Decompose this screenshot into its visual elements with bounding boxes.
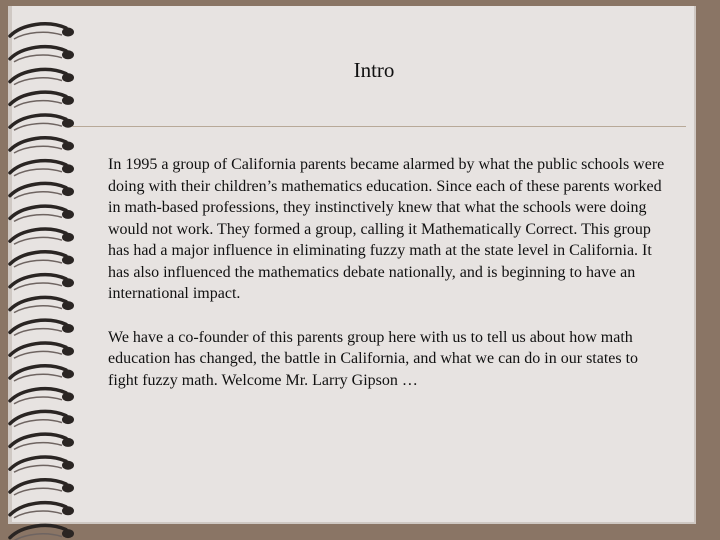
title-divider [72,126,686,127]
binding-hole [62,370,74,379]
binding-hole [62,28,74,37]
spiral-ring-highlight [14,488,62,495]
binding-hole [62,164,74,173]
binding-hole [62,438,74,447]
spiral-ring-highlight [14,192,62,199]
spiral-ring-highlight [14,374,62,381]
binding-hole [62,415,74,424]
spiral-ring-highlight [14,534,62,540]
binding-hole [62,529,74,538]
body-paragraph: We have a co-founder of this parents group here with us to tell us about how math education has changed, the battle in California, and what we can do in our states to fight fuzzy math. Welcome Mr. Larry Gipson … [108,328,639,389]
spiral-ring-highlight [14,260,62,267]
body-paragraph: In 1995 a group of California parents became alarmed by what the public schools were doing with their children’s mathematics education. Since each of these parents worked in math-based professions, they instinctively knew that what the schools were doing would not work. They formed a group, calling it Mathematically Correct. This group has had a major influence in eliminating fuzzy math at the state level in California. It has also influenced the mathematics debate nationally, and is beginning to have an international impact. [108,156,665,302]
binding-hole [62,142,74,151]
binding-hole [62,301,74,310]
binding-hole [62,210,74,219]
spiral-ring-highlight [14,443,62,450]
spiral-ring-highlight [14,169,62,176]
spiral-ring-highlight [14,306,62,313]
binding-hole [62,506,74,515]
spiral-ring-highlight [14,32,62,39]
spiral-ring-highlight [14,351,62,358]
binding-hole [62,278,74,287]
spiral-ring-highlight [14,146,62,153]
slide-body [108,154,668,413]
spiral-ring-highlight [14,283,62,290]
spiral-ring-highlight [14,420,62,427]
binding-hole [62,347,74,356]
binding-hole [62,256,74,265]
spiral-ring-highlight [14,511,62,518]
spiral-ring-highlight [14,397,62,404]
binding-hole [62,233,74,242]
binding-hole [62,461,74,470]
spiral-ring-highlight [14,329,62,336]
binding-hole [62,187,74,196]
slide-title: Intro [353,58,395,82]
spiral-ring-highlight [14,215,62,222]
binding-hole [62,324,74,333]
spiral-ring-highlight [14,237,62,244]
spiral-ring-highlight [14,123,62,130]
spiral-ring-highlight [14,101,62,108]
spiral-ring-highlight [14,465,62,472]
binding-hole [62,392,74,401]
binding-hole [62,96,74,105]
binding-hole [62,484,74,493]
